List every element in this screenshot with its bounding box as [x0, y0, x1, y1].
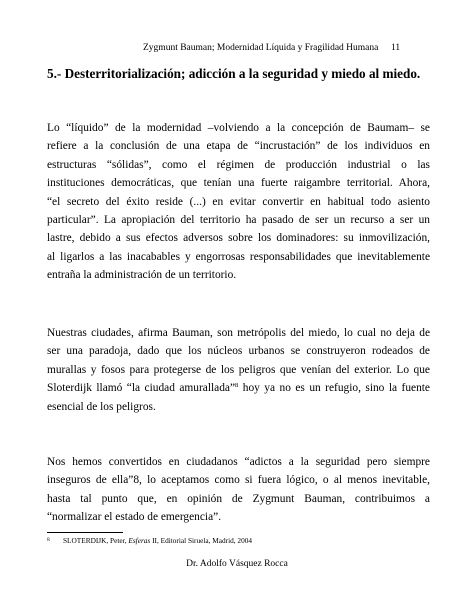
footnote-mark: 8	[47, 537, 50, 543]
paragraph-line: al ligarlos a las inacabables y engorrosas responsabilidades que inevitablemente	[47, 250, 430, 263]
paragraph-territory	[47, 119, 430, 285]
footnote-title: Esferas	[128, 536, 151, 545]
paragraph-line: entraña la administración de un territorio.	[47, 269, 237, 282]
paragraph-line: “normalizar el estado de emergencia”.	[47, 511, 222, 524]
paragraph-line: Lo “líquido” de la modernidad –volviendo a la concepción de Baumam– se	[47, 122, 430, 134]
section-heading: 5.- Desterritorialización; adicción a la seguridad y miedo al miedo.	[47, 66, 421, 81]
paragraph-line: particular”. La apropiación del territorio ha pasado de ser un recurso a ser un	[47, 213, 430, 226]
paragraph-line: esencial de los peligros.	[47, 400, 156, 413]
paragraph-line: lastre, debido a sus efectos adversos sobre los dominadores: su inmovilización,	[47, 232, 430, 245]
paragraph-line: “el secreto del éxito reside (...) en evitar convertir en habitual todo asiento	[47, 195, 430, 208]
running-header-title: Zygmunt Bauman; Modernidad Líquida y Fragilidad Humana	[143, 43, 379, 53]
paragraph-line: ser una paradoja, dado que los núcleos urbanos se construyeron rodeados de	[47, 345, 430, 358]
paragraph-cities	[47, 324, 430, 416]
page-footer-author: Dr. Adolfo Vásquez Rocca	[186, 559, 288, 569]
footnote-divider	[47, 532, 123, 533]
paragraph-line: inseguros de ella”8, lo aceptamos como si fuera lógico, o al menos inevitable,	[47, 474, 430, 487]
paragraph-line: instituciones democráticas, que tenían una fuerte raigambre territorial. Ahora,	[47, 177, 430, 190]
paragraph-line: estructuras “sólidas”, como el régimen de producción industrial o las	[47, 158, 430, 171]
paragraph-line: murallas y fosos para protegerse de los peligros que venían del exterior. Lo que	[47, 363, 430, 376]
footnote-reference[interactable]: 8	[235, 382, 239, 390]
footnote-author: SLOTERDIJK, Peter,	[63, 536, 129, 545]
paragraph-line: hasta tal punto que, en opinión de Zygmunt Bauman, contribuimos a	[47, 492, 430, 505]
footnote	[47, 536, 437, 545]
footnote-publication: II, Editorial Siruela, Madrid, 2004	[150, 536, 253, 545]
paragraph-line-with-footnote	[47, 379, 430, 397]
paragraph-line: Nos hemos convertidos en ciudadanos “adictos a la seguridad pero siempre	[47, 456, 430, 468]
page-number: 11	[391, 43, 401, 53]
paragraph-line: refiere a la conclusión de una etapa de “incrustación” de los individuos en	[47, 140, 430, 153]
paragraph-security	[47, 453, 430, 527]
paragraph-line-start: Sloterdijk llamó “la ciudad amurallada”	[47, 382, 236, 395]
paragraph-line: Nuestras ciudades, afirma Bauman, son metrópolis del miedo, lo cual no deja de	[47, 327, 430, 339]
paragraph-line-end: hoy ya no es un refugio, sino la fuente	[238, 382, 430, 395]
